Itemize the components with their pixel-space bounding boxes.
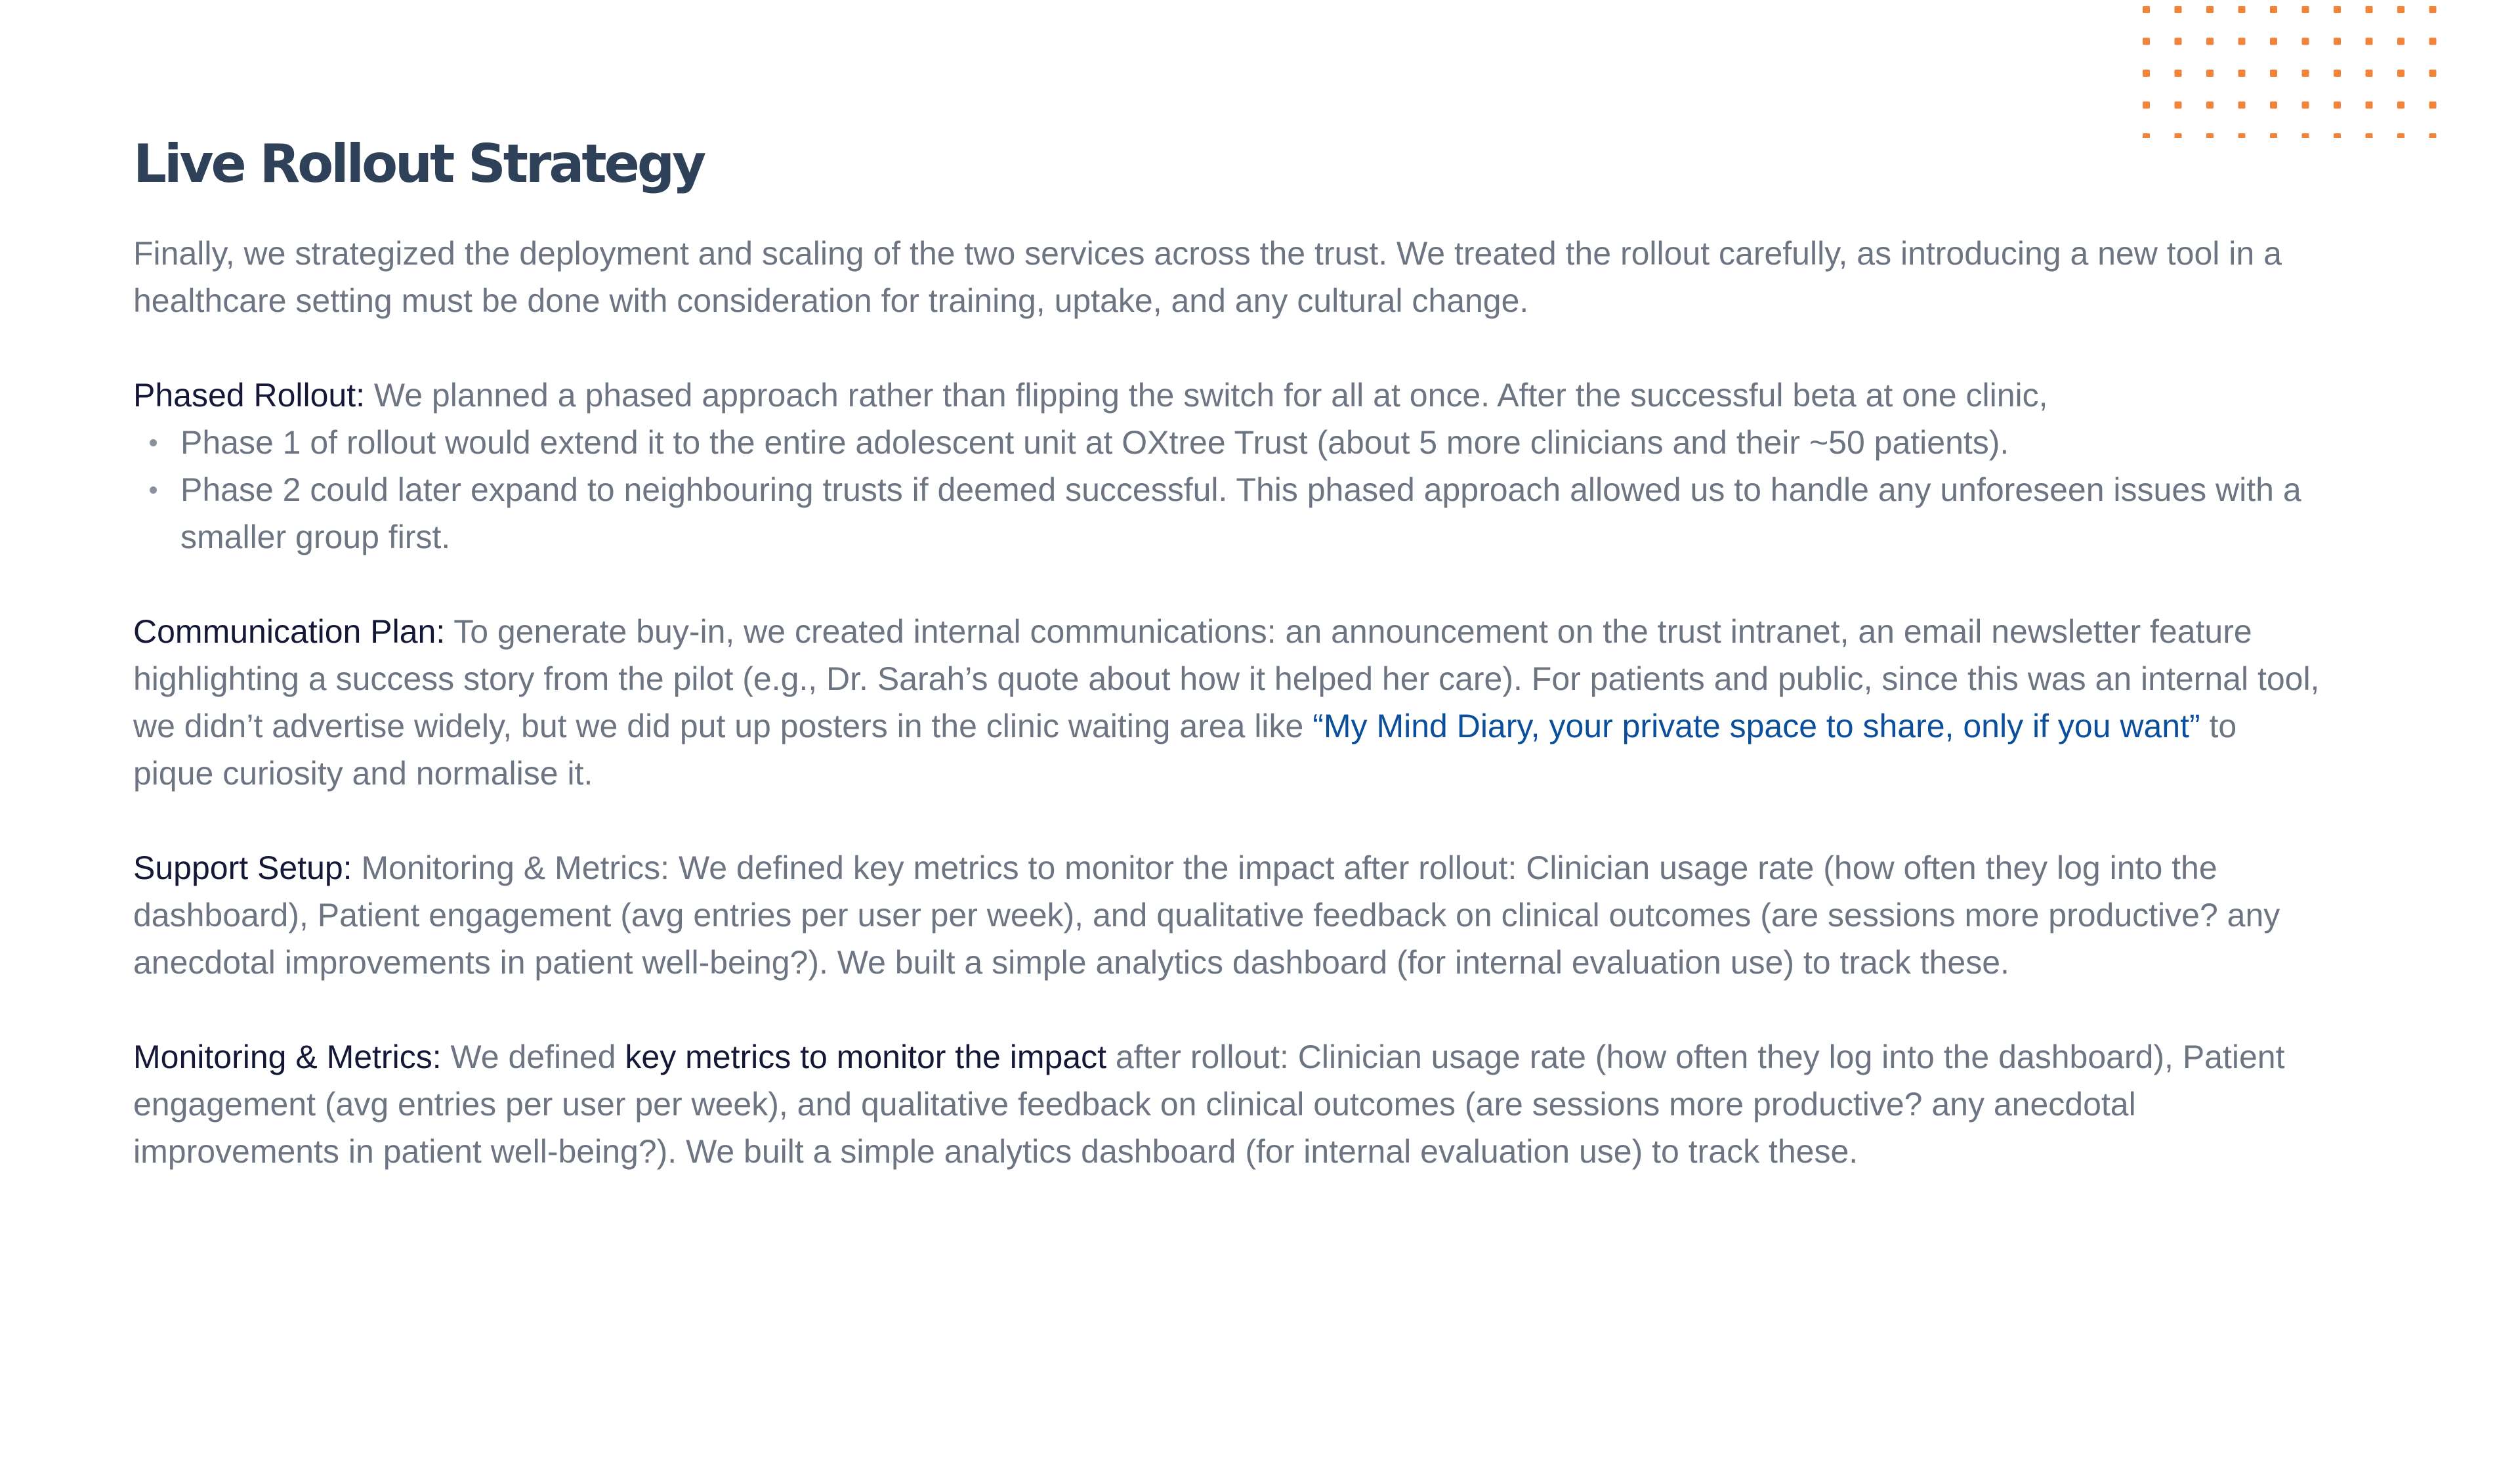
dot-icon [2429,133,2437,138]
dot-icon [2397,38,2404,45]
list-item-text: Phase 1 of rollout would extend it to the entire adolescent unit at OXtree Trust (about 5 more clinicians and their ~50 patients). [180,424,2009,461]
phase-list [133,419,2325,561]
intro-paragraph: Finally, we strategized the deployment and scaling of the two services across the trust. We treated the rollout carefully, as introducing a new tool in a healthcare setting must be done with consideration for training, uptake, and any cultural change. [133,235,2282,319]
monitoring-metrics-text-after: after rollout: Clinician usage rate (how often they log into the dashboard), Patient engagement (avg entries per user per week), and qualitative feedback on clinical outcomes (are sessions more productive? any anecdotal improvements in patient well-being?). We built a simple analytics dashboard (for internal evaluation use) to track these. [133,1039,2285,1170]
dot-icon [2302,6,2309,13]
list-item-text: Phase 2 could later expand to neighbouring trusts if deemed successful. This phased approach allowed us to handle any unforeseen issues with a smaller group first. [180,471,2301,555]
monitoring-metrics-emphasis: key metrics to monitor the impact [625,1039,1106,1075]
dot-icon [2302,38,2309,45]
dot-icon [2429,38,2437,45]
communication-plan-paragraph [133,608,2325,797]
dot-icon [2334,133,2341,138]
monitoring-metrics-label: Monitoring & Metrics: [133,1039,442,1075]
dot-icon [2270,102,2277,109]
dot-icon [2302,70,2309,77]
dot-icon [2270,6,2277,13]
dot-icon [2206,70,2214,77]
dot-icon [2366,102,2373,109]
monitoring-metrics-text-before: We defined [441,1039,625,1075]
dot-icon [2429,102,2437,109]
dot-icon [2175,70,2182,77]
support-setup-label: Support Setup: [133,849,352,886]
dot-icon [2238,6,2246,13]
dot-icon [2334,70,2341,77]
communication-plan-text-after: to pique curiosity and normalise it. [133,708,2237,792]
section-support-setup [133,844,2325,986]
list-item [133,466,2325,561]
dot-icon [2270,38,2277,45]
list-item [133,419,2325,466]
dot-icon [2175,102,2182,109]
dot-icon [2429,6,2437,13]
dot-icon [2334,38,2341,45]
dot-icon [2302,102,2309,109]
dot-icon [2429,70,2437,77]
dot-grid-icon [2136,0,2438,138]
dot-icon [2270,70,2277,77]
dot-icon [2238,38,2246,45]
monitoring-metrics-paragraph [133,1033,2325,1175]
dot-icon [2206,6,2214,13]
dot-icon [2143,6,2150,13]
poster-quote: “My Mind Diary, your private space to share, only if you want” [1312,708,2200,744]
page-title: Live Rollout Strategy [133,133,704,194]
communication-plan-text: To generate buy-in, we created internal communications: an announcement on the trust intranet, an email newsletter feature highlighting a success story from the pilot (e.g., Dr. Sarah’s quote about how it helped her care). For patients and public, since this was an internal tool, we didn’t advertise widely, but we did put up posters in the clinic waiting area like [133,613,2320,744]
dot-icon [2397,102,2404,109]
section-communication-plan [133,608,2325,797]
dot-icon [2143,70,2150,77]
phased-rollout-label: Phased Rollout: [133,377,366,414]
dot-icon [2206,102,2214,109]
section-monitoring-metrics [133,1033,2325,1175]
dot-icon [2175,38,2182,45]
dot-icon [2366,70,2373,77]
dot-icon [2366,133,2373,138]
dot-icon [2397,6,2404,13]
dot-icon [2238,102,2246,109]
dot-icon [2206,38,2214,45]
dot-icon [2334,102,2341,109]
document-body [133,131,2325,1175]
dot-icon [2238,70,2246,77]
communication-plan-label: Communication Plan: [133,613,446,650]
support-setup-text: Monitoring & Metrics: We defined key metrics to monitor the impact after rollout: Clinician usage rate (how often they log into the dashboard), Patient engagement (avg entries per user per week), and qualitative feedback on clinical outcomes (are sessions more productive? any anecdotal improvements in patient well-being?). We built a simple analytics dashboard (for internal evaluation use) to track these. [133,849,2280,981]
phased-rollout-text: We planned a phased approach rather than flipping the switch for all at once. After the successful beta at one clinic, [365,377,2048,414]
bullet-icon [150,439,157,446]
dot-icon [2175,6,2182,13]
bullet-icon [150,486,157,494]
phased-rollout-paragraph [133,372,2325,419]
dot-icon [2366,6,2373,13]
dot-icon [2366,38,2373,45]
dot-icon [2397,70,2404,77]
dot-icon [2397,133,2404,138]
dot-icon [2143,38,2150,45]
section-phased-rollout [133,372,2325,561]
support-setup-paragraph [133,844,2325,986]
dot-icon [2334,6,2341,13]
dot-icon [2143,102,2150,109]
